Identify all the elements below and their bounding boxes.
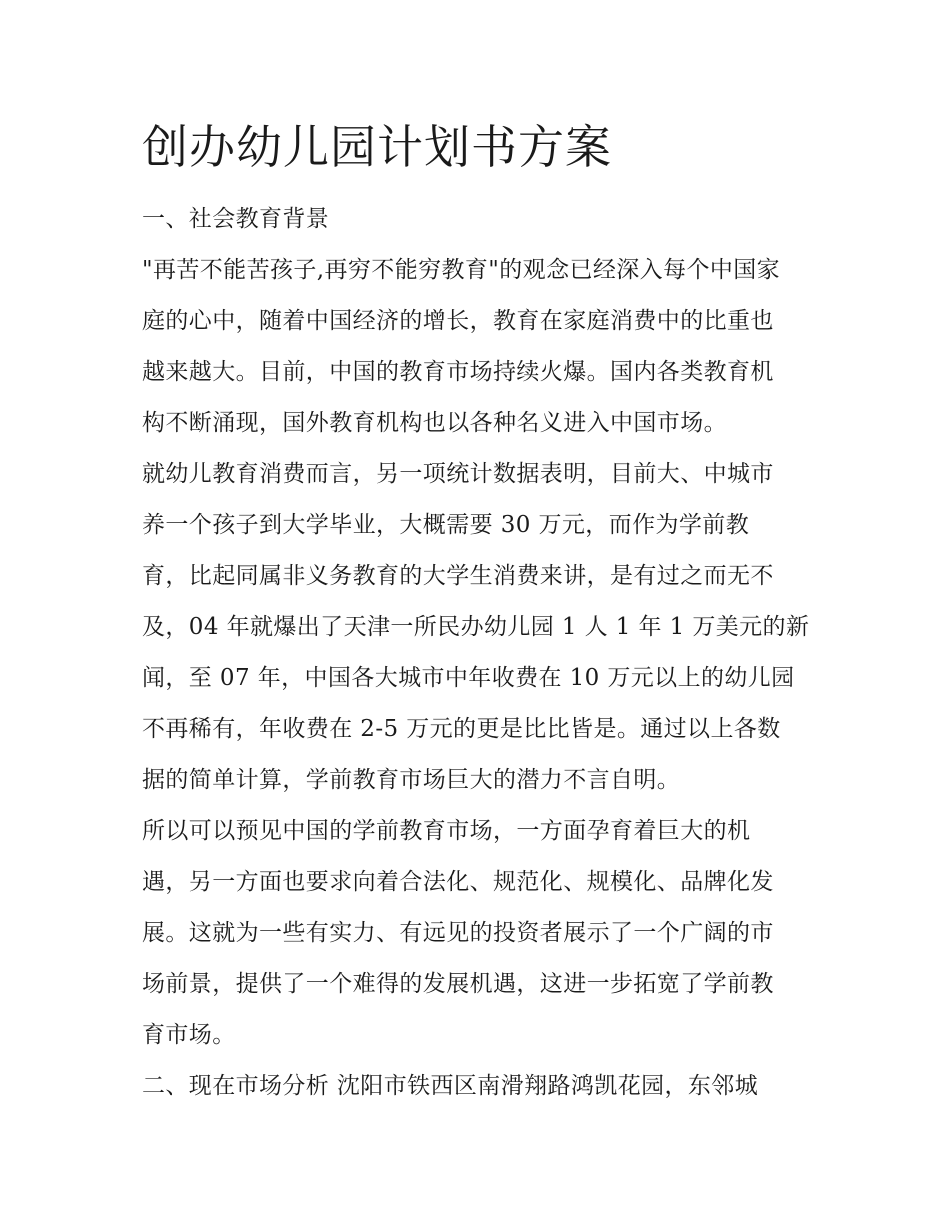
section-heading-social-background: 一、社会教育背景 [142, 206, 330, 232]
text-line: 不再稀有，年收费在 2-5 万元的更是比比皆是。通过以上各数 [142, 716, 781, 742]
document-body [142, 204, 822, 1122]
text-line: 育，比起同属非义务教育的大学生消费来讲，是有过之而无不 [142, 563, 774, 589]
text-line: 庭的心中，随着中国经济的增长，教育在家庭消费中的比重也 [142, 308, 774, 334]
text-line: 构不断涌现，国外教育机构也以各种名义进入中国市场。 [142, 410, 727, 436]
text-line: 育市场。 [142, 1022, 236, 1048]
text-line: 越来越大。目前，中国的教育市场持续火爆。国内各类教育机 [142, 359, 774, 385]
document-title: 创办幼儿园计划书方案 [142, 120, 612, 174]
text-line: 场前景，提供了一个难得的发展机遇，这进一步拓宽了学前教 [142, 971, 774, 997]
text-line: 闻，至 07 年，中国各大城市中年收费在 10 万元以上的幼儿园 [142, 665, 795, 691]
text-line: 展。这就为一些有实力、有远见的投资者展示了一个广阔的市 [142, 920, 774, 946]
text-line: 就幼儿教育消费而言，另一项统计数据表明，目前大、中城市 [142, 461, 774, 487]
text-line: 据的简单计算，学前教育市场巨大的潜力不言自明。 [142, 767, 681, 793]
text-line: 所以可以预见中国的学前教育市场，一方面孕育着巨大的机 [142, 818, 751, 844]
section-heading-market-analysis: 二、现在市场分析 沈阳市铁西区南滑翔路鸿凯花园，东邻城 [142, 1073, 759, 1099]
text-line: "再苦不能苦孩子,再穷不能穷教育"的观念已经深入每个中国家 [142, 257, 781, 283]
text-line: 养一个孩子到大学毕业，大概需要 30 万元，而作为学前教 [142, 512, 750, 538]
text-line: 遇，另一方面也要求向着合法化、规范化、规模化、品牌化发 [142, 869, 774, 895]
document-page [142, 112, 822, 1122]
text-line: 及，04 年就爆出了天津一所民办幼儿园 1 人 1 年 1 万美元的新 [142, 614, 810, 640]
